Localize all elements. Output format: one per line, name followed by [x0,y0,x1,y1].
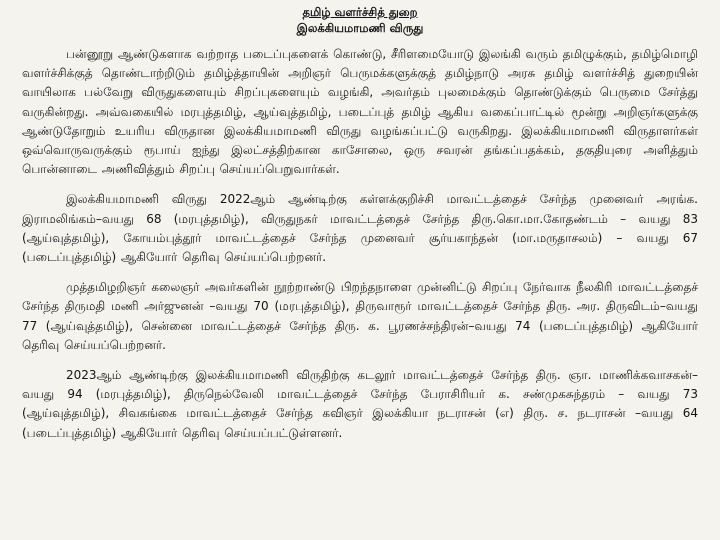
department-title: தமிழ் வளர்ச்சித் துறை [302,5,418,19]
document-heading [22,4,698,36]
intro-paragraph: பன்னூறு ஆண்டுகளாக வற்றாத படைப்புகளைக் கொண்டு, சீரிளமையோடு இலங்கி வரும் தமிழுக்கும், தமிழ்மொழி வளர்ச்சிக்குத் தொண்டாற்றிடும் தமிழ்த்தாயின் அறிஞர் பெருமக்களுக்குத் தமிழ்நாடு அரசு தமிழ் வளர்ச்சித் துறையின் வாயிலாக பல்வேறு விருதுகளையும் சிறப்புகளையும் வழங்கி, அவர்தம் புலமைக்கும் தொண்டுக்கும் பெருமை சேர்த்து வருகின்றது. அவ்வகையில் மரபுத்தமிழ், ஆய்வுத்தமிழ், படைப்புத் தமிழ் ஆகிய வகைப்பாட்டில் மூன்று அறிஞர்களுக்கு ஆண்டுதோறும் உயரிய விருதான இலக்கியமாமணி விருது வழங்கப்பட்டு வருகிறது. இலக்கியமாமணி விருதாளர்கள் ஒவ்வொருவருக்கும் ரூபாய் ஐந்து இலட்சத்திற்கான காசோலை, ஒரு சவரன் தங்கப்பதக்கம், தகுதியுரை அளித்தும் பொன்னாடை அணிவித்தும் சிறப்பு செய்யப்பெறுவார்கள். [22,47,698,177]
award-2022-paragraph: இலக்கியமாமணி விருது 2022ஆம் ஆண்டிற்கு கள்ளக்குறிச்சி மாவட்டத்தைச் சேர்ந்த முனைவர் அரங்க. இராமலிங்கம்–வயது 68 (மரபுத்தமிழ்), விருதுநகர் மாவட்டத்தைச் சேர்ந்த திரு.கொ.மா.கோதண்டம் – வயது 83 (ஆய்வுத்தமிழ்), கோயம்புத்தூர் மாவட்டத்தைச் சேர்ந்த முனைவர் சூர்யகாந்தன் (மா.மருதாசலம்) – வயது 67 (படைப்புத்தமிழ்) ஆகியோர் தெரிவு செய்யப்பெற்றனர். [22,192,698,265]
award-2023-paragraph: 2023ஆம் ஆண்டிற்கு இலக்கியமாமணி விருதிற்கு கடலூர் மாவட்டத்தைச் சேர்ந்த திரு. ஞா. மாணிக்கவாசகன்– வயது 94 (மரபுத்தமிழ்), திருநெல்வேலி மாவட்டத்தைச் சேர்ந்த பேராசிரியர் க. சண்முகசுந்தரம் – வயது 73 (ஆய்வுத்தமிழ்), சிவகங்கை மாவட்டத்தைச் சேர்ந்த கவிஞர் இலக்கியா நடராசன் (எ) திரு. ச. நடராசன் –வயது 64 (படைப்புத்தமிழ்) ஆகியோர் தெரிவு செய்யப்பட்டுள்ளனர். [22,368,698,440]
document-body [22,45,698,443]
centenary-special-paragraph: முத்தமிழறிஞர் கலைஞர் அவர்களின் நூற்றாண்டு பிறந்தநாளை முன்னிட்டு சிறப்பு நேர்வாக நீலகிரி மாவட்டத்தைச் சேர்ந்த திருமதி மணி அர்ஜுனன் –வயது 70 (மரபுத்தமிழ்), திருவாரூர் மாவட்டத்தைச் சேர்ந்த திரு. அர. திருவிடம்–வயது 77 (ஆய்வுத்தமிழ்), சென்னை மாவட்டத்தைச் சேர்ந்த திரு. க. பூரணச்சந்திரன்–வயது 74 (படைப்புத்தமிழ்) ஆகியோர் தெரிவு செய்யப்பெற்றனர். [22,280,698,352]
award-title: இலக்கியமாமணி விருது [296,21,424,35]
